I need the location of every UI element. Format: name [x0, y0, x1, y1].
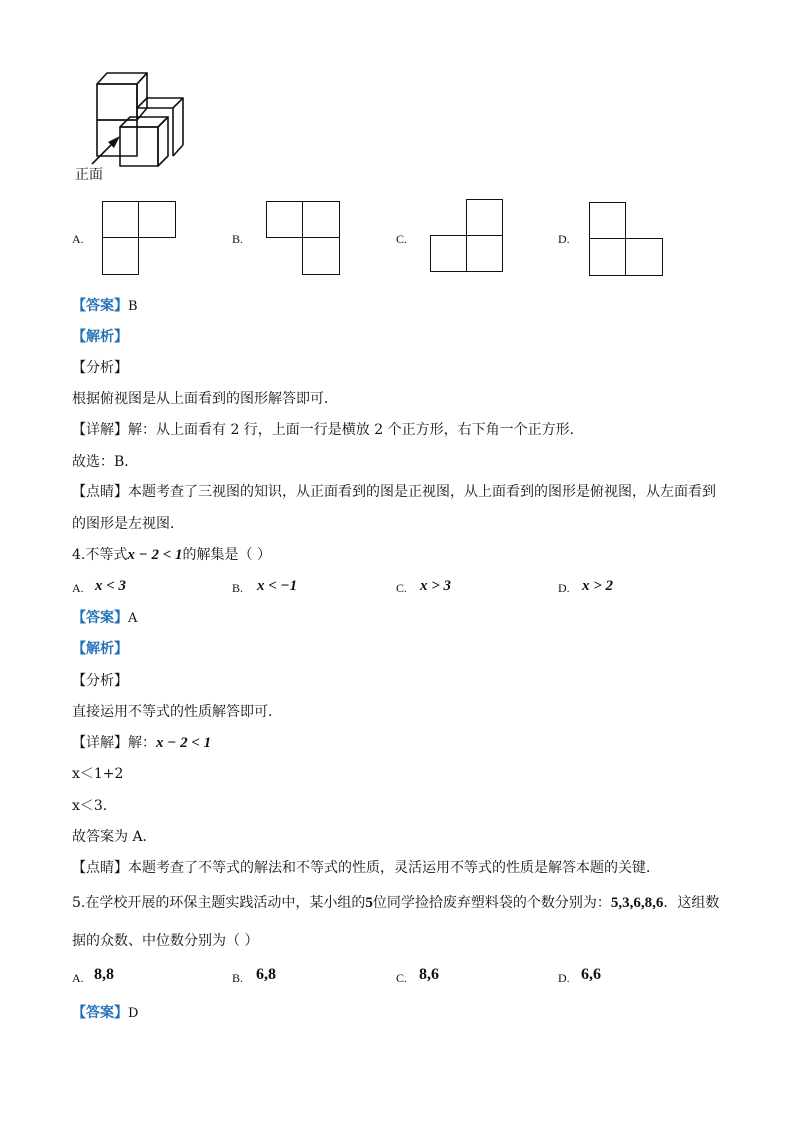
- answer-tag: 【答案】: [72, 610, 128, 626]
- q4-stem-suffix: 的解集是（ ）: [182, 547, 271, 563]
- front-direction-arrow: [86, 134, 126, 170]
- q4-option-c-letter: C.: [396, 581, 408, 595]
- answer-tag: 【答案】: [72, 298, 128, 314]
- q5-option-d-letter: D.: [558, 971, 570, 985]
- fenxi-tag: 【分析】: [72, 360, 128, 376]
- detail-math: x − 2 < 1: [156, 735, 212, 751]
- q4-option-a-value[interactable]: x < 3: [95, 578, 127, 594]
- q4-option-c-value[interactable]: x > 3: [420, 578, 452, 594]
- q4-fenxi-tag-line: [72, 671, 128, 691]
- q4-comment-line: [72, 858, 660, 878]
- option-c-letter: C.: [396, 232, 408, 246]
- q3-detail-line: [72, 420, 584, 440]
- q3-answer-line: [72, 296, 138, 317]
- q5-answer-line: [72, 1003, 138, 1024]
- answer-value: A: [128, 611, 138, 626]
- answer-tag: 【答案】: [72, 1005, 128, 1021]
- comment-text: 本题考查了不等式的解法和不等式的性质，灵活运用不等式的性质是解答本题的关键．: [128, 860, 660, 876]
- q5-option-c-letter: C.: [396, 971, 408, 985]
- option-d-letter: D.: [558, 232, 570, 246]
- q4-analysis-line: [72, 639, 128, 659]
- q3-fenxi-tag-line: [72, 358, 128, 378]
- answer-value: B: [128, 299, 138, 314]
- q4-detail-line: [72, 733, 211, 753]
- q5-option-d-value[interactable]: 6,6: [581, 966, 601, 983]
- q4-option-a-letter: A.: [72, 581, 84, 595]
- q4-stem-prefix: 4.不等式: [72, 547, 128, 563]
- q5-option-b-letter: B.: [232, 971, 244, 985]
- grid-square: [102, 201, 139, 238]
- q4-step-2: x＜3．: [72, 798, 117, 814]
- grid-square: [302, 201, 340, 238]
- grid-square: [138, 201, 176, 238]
- q3-comment-line-1: [72, 482, 716, 502]
- q4-option-d-letter: D.: [558, 581, 570, 595]
- q4-step-1: x＜1+2: [72, 766, 124, 782]
- grid-square: [466, 235, 503, 272]
- comment-tag: 【点睛】: [72, 484, 128, 500]
- detail-prefix: 解：: [128, 735, 156, 751]
- comment-tag: 【点睛】: [72, 860, 128, 876]
- detail-text: 解：从上面看有 2 行，上面一行是横放 2 个正方形，右下角一个正方形．: [128, 422, 584, 438]
- grid-square: [430, 235, 467, 272]
- q4-option-d-value[interactable]: x > 2: [582, 578, 614, 594]
- q5-stem-line-2: 据的众数、中位数分别为（ ）: [72, 933, 259, 949]
- front-label: 正面: [75, 167, 103, 183]
- q5-option-a-letter: A.: [72, 971, 84, 985]
- q4-result: 故答案为 A．: [72, 829, 157, 845]
- q5-stem-1a: 5.在学校开展的环保主题实践活动中，某小组的: [72, 895, 366, 911]
- q3-choice-line: 故选：B．: [72, 454, 139, 470]
- q5-stem-data: 5,3,6,8,6: [610, 895, 664, 911]
- q5-option-c-value[interactable]: 8,6: [419, 966, 439, 983]
- option-a-shape[interactable]: [102, 201, 176, 275]
- q4-answer-line: [72, 608, 137, 629]
- grid-square: [102, 237, 139, 275]
- grid-square: [589, 202, 626, 239]
- q4-stem-math: x − 2 < 1: [127, 547, 183, 563]
- analysis-tag: 【解析】: [72, 641, 128, 657]
- grid-square: [625, 238, 663, 276]
- q5-stem-1c: ．这组数: [663, 895, 720, 911]
- option-a-letter: A.: [72, 232, 84, 246]
- answer-value: D: [128, 1006, 139, 1021]
- q4-fenxi-text: 直接运用不等式的性质解答即可．: [72, 704, 282, 720]
- fenxi-tag: 【分析】: [72, 673, 128, 689]
- detail-tag: 【详解】: [72, 422, 128, 438]
- q5-stem-line-1: [72, 893, 719, 913]
- grid-square: [589, 238, 626, 276]
- option-b-shape[interactable]: [266, 201, 340, 275]
- option-b-letter: B.: [232, 232, 244, 246]
- analysis-tag: 【解析】: [72, 329, 128, 345]
- q3-comment-line-2: 的图形是左视图．: [72, 516, 184, 532]
- q3-analysis-line: [72, 327, 128, 347]
- q4-option-b-value[interactable]: x < −1: [257, 578, 298, 594]
- q5-option-a-value[interactable]: 8,8: [94, 966, 114, 983]
- option-c-shape[interactable]: [430, 199, 503, 272]
- detail-tag: 【详解】: [72, 735, 128, 751]
- comment-text: 本题考查了三视图的知识，从正面看到的图是正视图，从上面看到的图形是俯视图，从左面看到: [128, 484, 716, 500]
- q5-option-b-value[interactable]: 6,8: [256, 966, 276, 983]
- q4-stem: [72, 545, 271, 565]
- q3-fenxi-text: 根据俯视图是从上面看到的图形解答即可．: [72, 391, 338, 407]
- grid-square: [302, 237, 340, 275]
- q4-option-b-letter: B.: [232, 581, 244, 595]
- q5-stem-num: 5: [365, 895, 373, 911]
- q5-stem-1b: 位同学捡拾废弃塑料袋的个数分别为：: [372, 895, 611, 911]
- grid-square: [266, 201, 303, 238]
- option-d-shape[interactable]: [589, 202, 663, 276]
- grid-square: [466, 199, 503, 236]
